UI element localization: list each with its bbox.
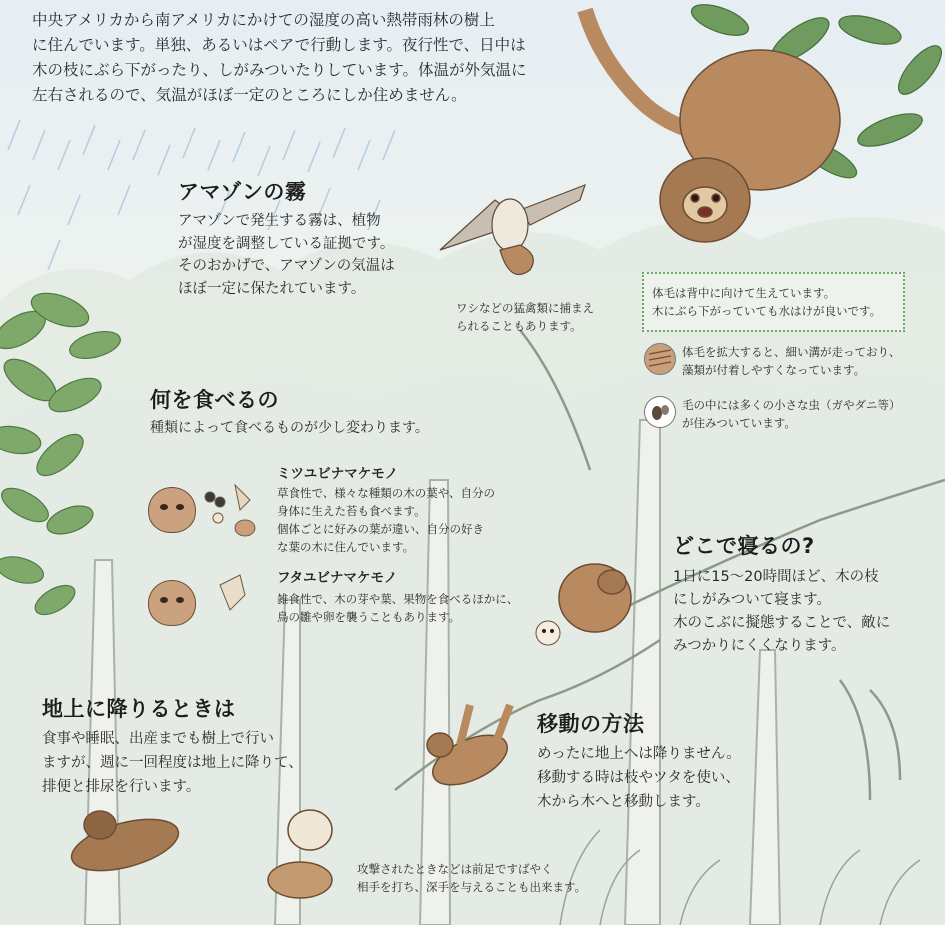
fur-magnified-icon: [644, 343, 676, 375]
intro-text: 中央アメリカから南アメリカにかけての湿度の高い熱帯雨林の樹上 に住んでいます。単独、あるいはペアで行動します。夜行性で、日中は 木の枝にぶら下がったり、しがみついたりしています。体温が外気温に 左右されるので、気温がほぼ一定のところにしか住めません。: [32, 11, 527, 104]
move-title: 移動の方法: [537, 712, 645, 736]
fur-insects-text: 毛の中には多くの小さな虫（ガやダニ等） が住みついています。: [682, 398, 901, 430]
food-intro: 種類によって食べるものが少し変わります。: [150, 420, 429, 436]
species-two-toed-text: 雑食性で、木の芽や葉、果物を食べるほかに、 鳥の雛や卵を襲うこともあります。: [277, 592, 519, 624]
fur-direction-text: 体毛は背中に向けて生えています。 木にぶら下がっていても水はけが良いです。: [652, 286, 882, 318]
species-three-toed-text: 草食性で、様々な種類の木の葉や、自分の 身体に生えた苔も食べます。 個体ごとに好みの葉が違い、自分の好き な葉の木に住んでいます。: [277, 486, 496, 554]
fur-direction-note: [642, 272, 905, 332]
fog-title: アマゾンの霧: [178, 180, 307, 204]
species-two-toed-name: フタユビナマケモノ: [277, 570, 398, 586]
three-toed-sloth-face-icon: [148, 487, 196, 533]
attack-caption: 攻撃されたときなどは前足ですばやく 相手を打ち、深手を与えることも出来ます。: [357, 862, 587, 894]
sleep-body: 1日に15～20時間ほど、木の枝 にしがみついて寝ます。 木のこぶに擬態することで、敵に みつかりにくくなります。: [673, 569, 891, 654]
species-three-toed-name: ミツユビナマケモノ: [277, 466, 399, 482]
fog-body: アマゾンで発生する霧は、植物 が湿度を調整している証拠です。 そのおかげで、アマゾンの気温は ほぼ一定に保たれています。: [178, 213, 395, 297]
sleep-title: どこで寝るの?: [673, 534, 815, 558]
sleeping-sloth: [559, 564, 631, 632]
eagle-caption: ワシなどの猛禽類に捕まえ られることもあります。: [456, 301, 594, 333]
food-title: 何を食べるの: [150, 388, 279, 412]
baby-sloth: [536, 621, 560, 645]
ground-body: 食事や睡眠、出産までも樹上で行い ますが、週に一回程度は地上に降りて、 排便と排尿を行います。: [42, 731, 303, 795]
move-body: めったに地上へは降りません。 移動する時は枝やツタを使い、 木から木へと移動します。: [537, 746, 741, 810]
insect-icon: [644, 396, 676, 428]
fur-algae-text: 体毛を拡大すると、細い溝が走っており、 藻類が付着しやすくなっています。: [682, 345, 901, 377]
two-toed-sloth-face-icon: [148, 580, 196, 626]
ground-title: 地上に降りるときは: [42, 697, 236, 721]
